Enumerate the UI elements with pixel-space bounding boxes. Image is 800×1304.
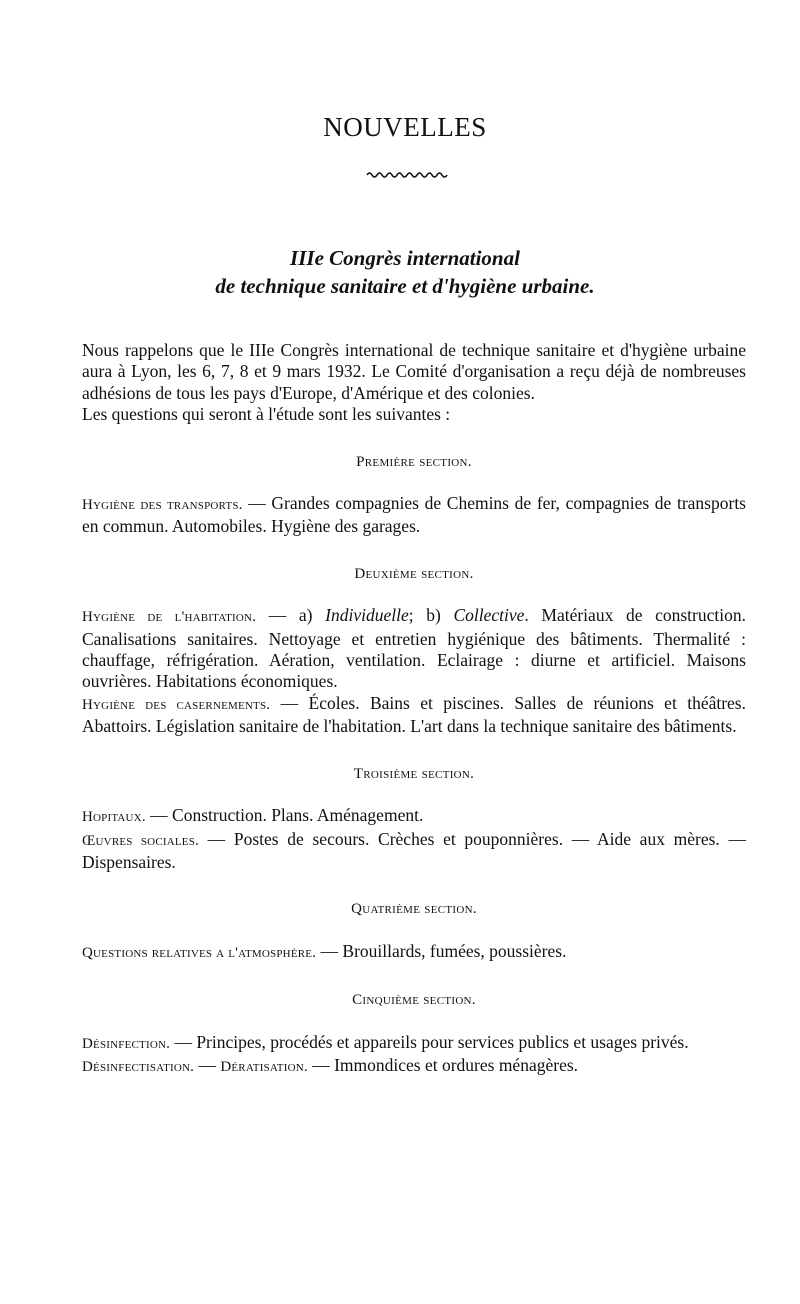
topic-text: . Matériaux de construction. Canalisations sanitaires. Nettoyage et entretien hygiénique des bâtiments. Thermalité : chauffage, réfrigération. Aération, ventilation. Eclairage : diurne et artificiel. Maisons ouvrières. Habitations économiques. (82, 605, 746, 692)
topic-text: — (194, 1054, 221, 1075)
topic-emphasis: Individuelle (325, 605, 409, 626)
topic-label: Questions relatives a l'atmosphère. (82, 944, 317, 961)
section-2-paragraph-1 (82, 605, 746, 693)
topic-text: — Construction. Plans. Aménagement. (145, 805, 424, 826)
section-title-5: Cinquième section. (352, 992, 476, 1009)
section-3-paragraph-2 (82, 829, 746, 874)
article-body (82, 340, 746, 1078)
topic-label: Hygiène des transports. (82, 497, 243, 514)
topic-text: — Postes de secours. Crèches et pouponnières. — Aide aux mères. — Dispensaires. (82, 828, 746, 872)
topic-label: Désinfectisation. (82, 1058, 195, 1075)
topic-text: — Immondices et ordures ménagères. (307, 1054, 579, 1075)
questions-paragraph: Les questions qui seront à l'étude sont les suivantes : (82, 404, 451, 425)
section-5-paragraph-2 (82, 1055, 746, 1078)
wavy-ornament-icon (366, 170, 448, 180)
topic-text: ; b) (408, 605, 454, 626)
section-2-paragraph-2 (82, 693, 746, 738)
topic-label: Dératisation. (220, 1058, 308, 1075)
topic-label: Hygiène de l'habitation. (82, 609, 257, 626)
section-title-2: Deuxième section. (354, 565, 474, 582)
article-title (0, 244, 800, 300)
section-1-paragraph (82, 493, 746, 538)
section-title-1: Première section. (356, 453, 472, 470)
topic-label: Hygiène des casernements. (82, 696, 271, 713)
page-heading: NOUVELLES (323, 112, 487, 142)
section-title-4: Quatrième section. (351, 901, 477, 918)
topic-text: — Principes, procédés et appareils pour services publics et usages privés. (170, 1031, 689, 1052)
topic-label: Désinfection. (82, 1035, 171, 1052)
section-title-3: Troisième section. (353, 765, 475, 782)
topic-label: Œuvres sociales. (82, 832, 199, 849)
article-title-line-1: IIIe Congrès international (290, 246, 520, 270)
topic-text: — a) (256, 605, 326, 626)
topic-text: — Brouillards, fumées, poussières. (316, 940, 567, 961)
topic-text: — Écoles. Bains et piscines. Salles de réunions et théâtres. Abattoirs. Législation sanitaire de l'habitation. L'art dans la technique sanitaire des bâtiments. (82, 692, 746, 737)
topic-emphasis: Collective (453, 605, 525, 626)
topic-text: — Grandes compagnies de Chemins de fer, compagnies de transports en commun. Automobiles. Hygiène des garages. (82, 493, 746, 537)
topic-label: Hopitaux. (82, 809, 146, 826)
article-title-line-2: de technique sanitaire et d'hygiène urbaine. (215, 274, 595, 298)
intro-paragraph: Nous rappelons que le IIIe Congrès international de technique sanitaire et d'hygiène urbaine aura à Lyon, les 6, 7, 8 et 9 mars 1932. Le Comité d'organisation a reçu déjà de nombreuses adhésions de tous les pays d'Europe, d'Amérique et des colonies. (82, 340, 746, 403)
section-3-paragraph-1 (82, 805, 746, 828)
section-5-paragraph-1 (82, 1032, 746, 1055)
section-4-paragraph (82, 941, 746, 964)
